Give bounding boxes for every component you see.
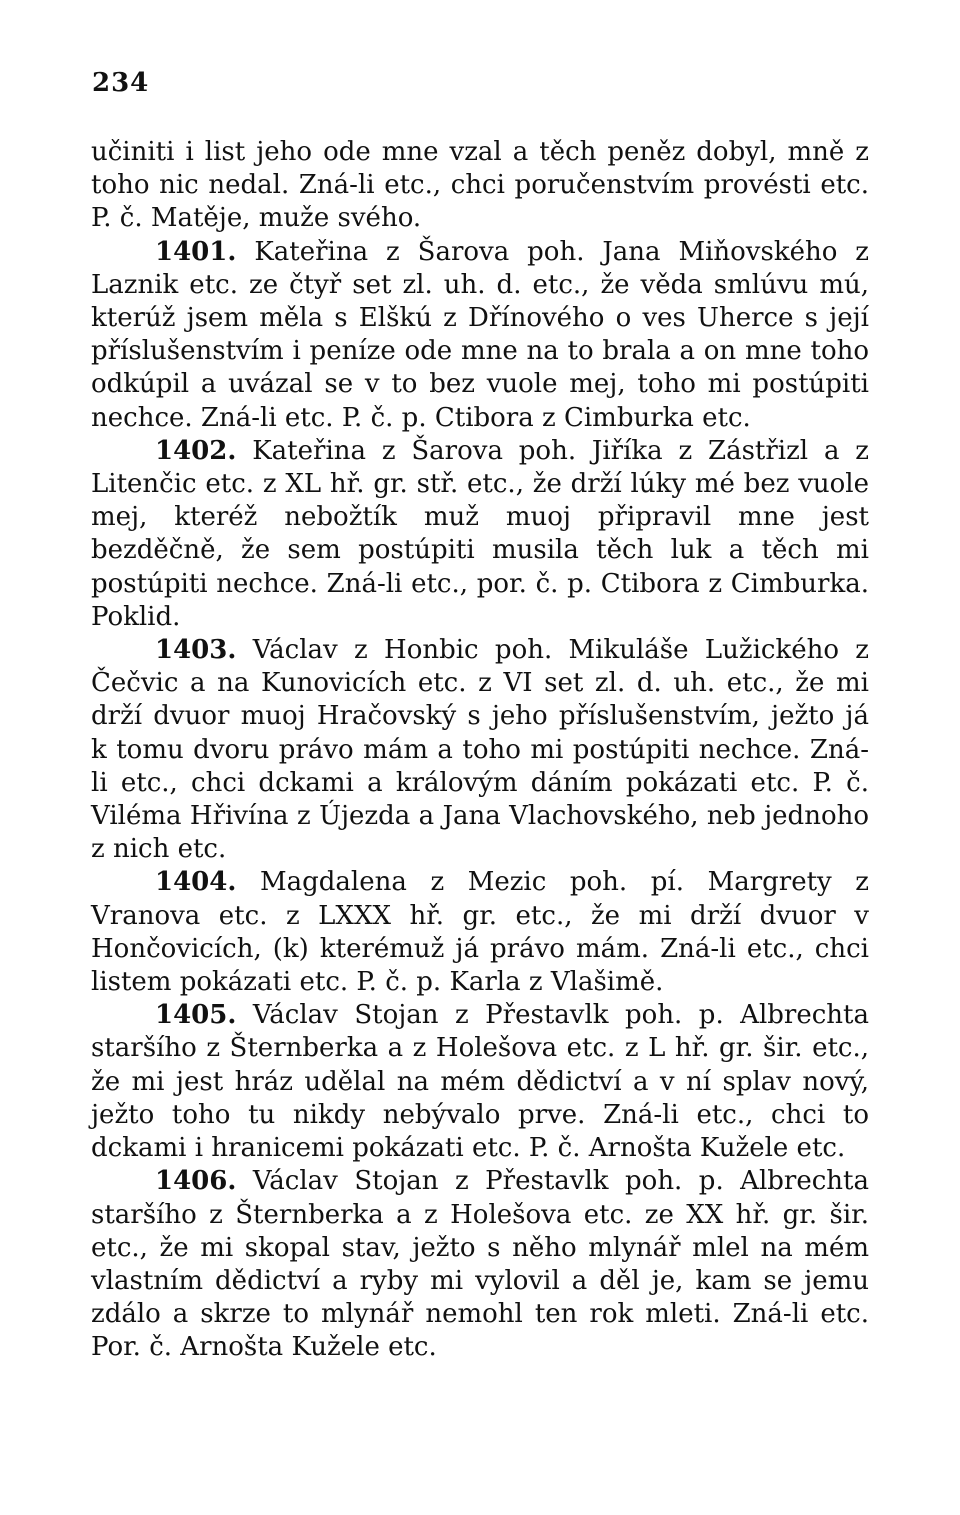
entry-text: Václav Stojan z Přestavlk poh. p. Albrechta staršího z Šternberka a z Holešova etc. z L hř. gr. šir. etc., že mi jest hráz udělal na mém dědictví a v ní splav nový, ježto toho tu nikdy nebývalo prve. Zná-li etc., chci to dckami i hranicemi pokázati etc. P. č. Arnošta Kužele etc. xyxy=(91,1000,869,1164)
entry-1405 xyxy=(91,999,869,1165)
entry-1404 xyxy=(91,866,869,999)
paragraph-continuation xyxy=(91,136,869,236)
entry-number: 1402. xyxy=(155,435,237,466)
entry-number: 1403. xyxy=(155,635,237,666)
entry-text: Magdalena z Mezic poh. pí. Margrety z Vranova etc. z LXXX hř. gr. etc., že mi drží dvuor v Hončovicích, (k) kterémuž já právo mám. Zná-li etc., chci listem pokázati etc. P. č. p. Karla z Vlašimě. xyxy=(91,867,869,998)
paragraph-text: učiniti i list jeho ode mne vzal a těch peněz dobyl, mně z toho nic nedal. Zná-li etc., chci poručenstvím provésti etc. P. č. Matěje, muže svého. xyxy=(91,137,869,234)
entry-1401 xyxy=(91,236,869,435)
entry-text: Kateřina z Šarova poh. Jana Miňovského z Laznik etc. ze čtyř set zl. uh. d. etc., že věda smlúvu mú, kterúž jsem měla s Elškú z Dřínového o ves Uherce s její příslušenstvím i peníze ode mne na to brala a on mne toho odkúpil a uvázal se v to bez vuole mej, toho mi postúpiti nechce. Zná-li etc. P. č. p. Ctibora z Cimburka etc. xyxy=(91,236,869,433)
entry-number: 1404. xyxy=(155,867,237,898)
entry-text: Kateřina z Šarova poh. Jiříka z Zástřizl a z Litenčic etc. z XL hř. gr. stř. etc., že drží lúky mé bez vuole mej, kteréž nebožtík muž muoj připravil mne jest bezděčně, že sem postúpiti musila těch luk a těch mi postúpiti nechce. Zná-li etc., por. č. p. Ctibora z Cimburka. Poklid. xyxy=(91,435,869,632)
entry-1406 xyxy=(91,1165,869,1364)
body-text xyxy=(91,136,869,1365)
page-number: 234 xyxy=(92,68,150,98)
entry-1403 xyxy=(91,634,869,866)
entry-text: Václav Stojan z Přestavlk poh. p. Albrechta staršího z Šternberka a z Holešova etc. ze XX hř. gr. šir. etc., že mi skopal stav, ježto s něho mlynář mlel na mém vlastním dědictví a ryby mi vylovil a děl je, kam se jemu zdálo a skrze to mlynář nemohl ten rok mleti. Zná-li etc. Por. č. Arnošta Kužele etc. xyxy=(91,1166,869,1363)
entry-1402 xyxy=(91,435,869,634)
entry-number: 1406. xyxy=(155,1166,237,1197)
entry-number: 1401. xyxy=(155,236,237,267)
entry-number: 1405. xyxy=(155,1000,237,1031)
entry-text: Václav z Honbic poh. Mikuláše Lužického z Čečvic a na Kunovicích etc. z VI set zl. d. uh. etc., že mi drží dvuor muoj Hračovský s jeho příslušenstvím, ježto já k tomu dvoru právo mám a toho mi postúpiti nechce. Zná-li etc., chci dckami a královým dáním pokázati etc. P. č. Viléma Hřivína z Újezda a Jana Vlachovského, neb jednoho z nich etc. xyxy=(91,635,869,865)
